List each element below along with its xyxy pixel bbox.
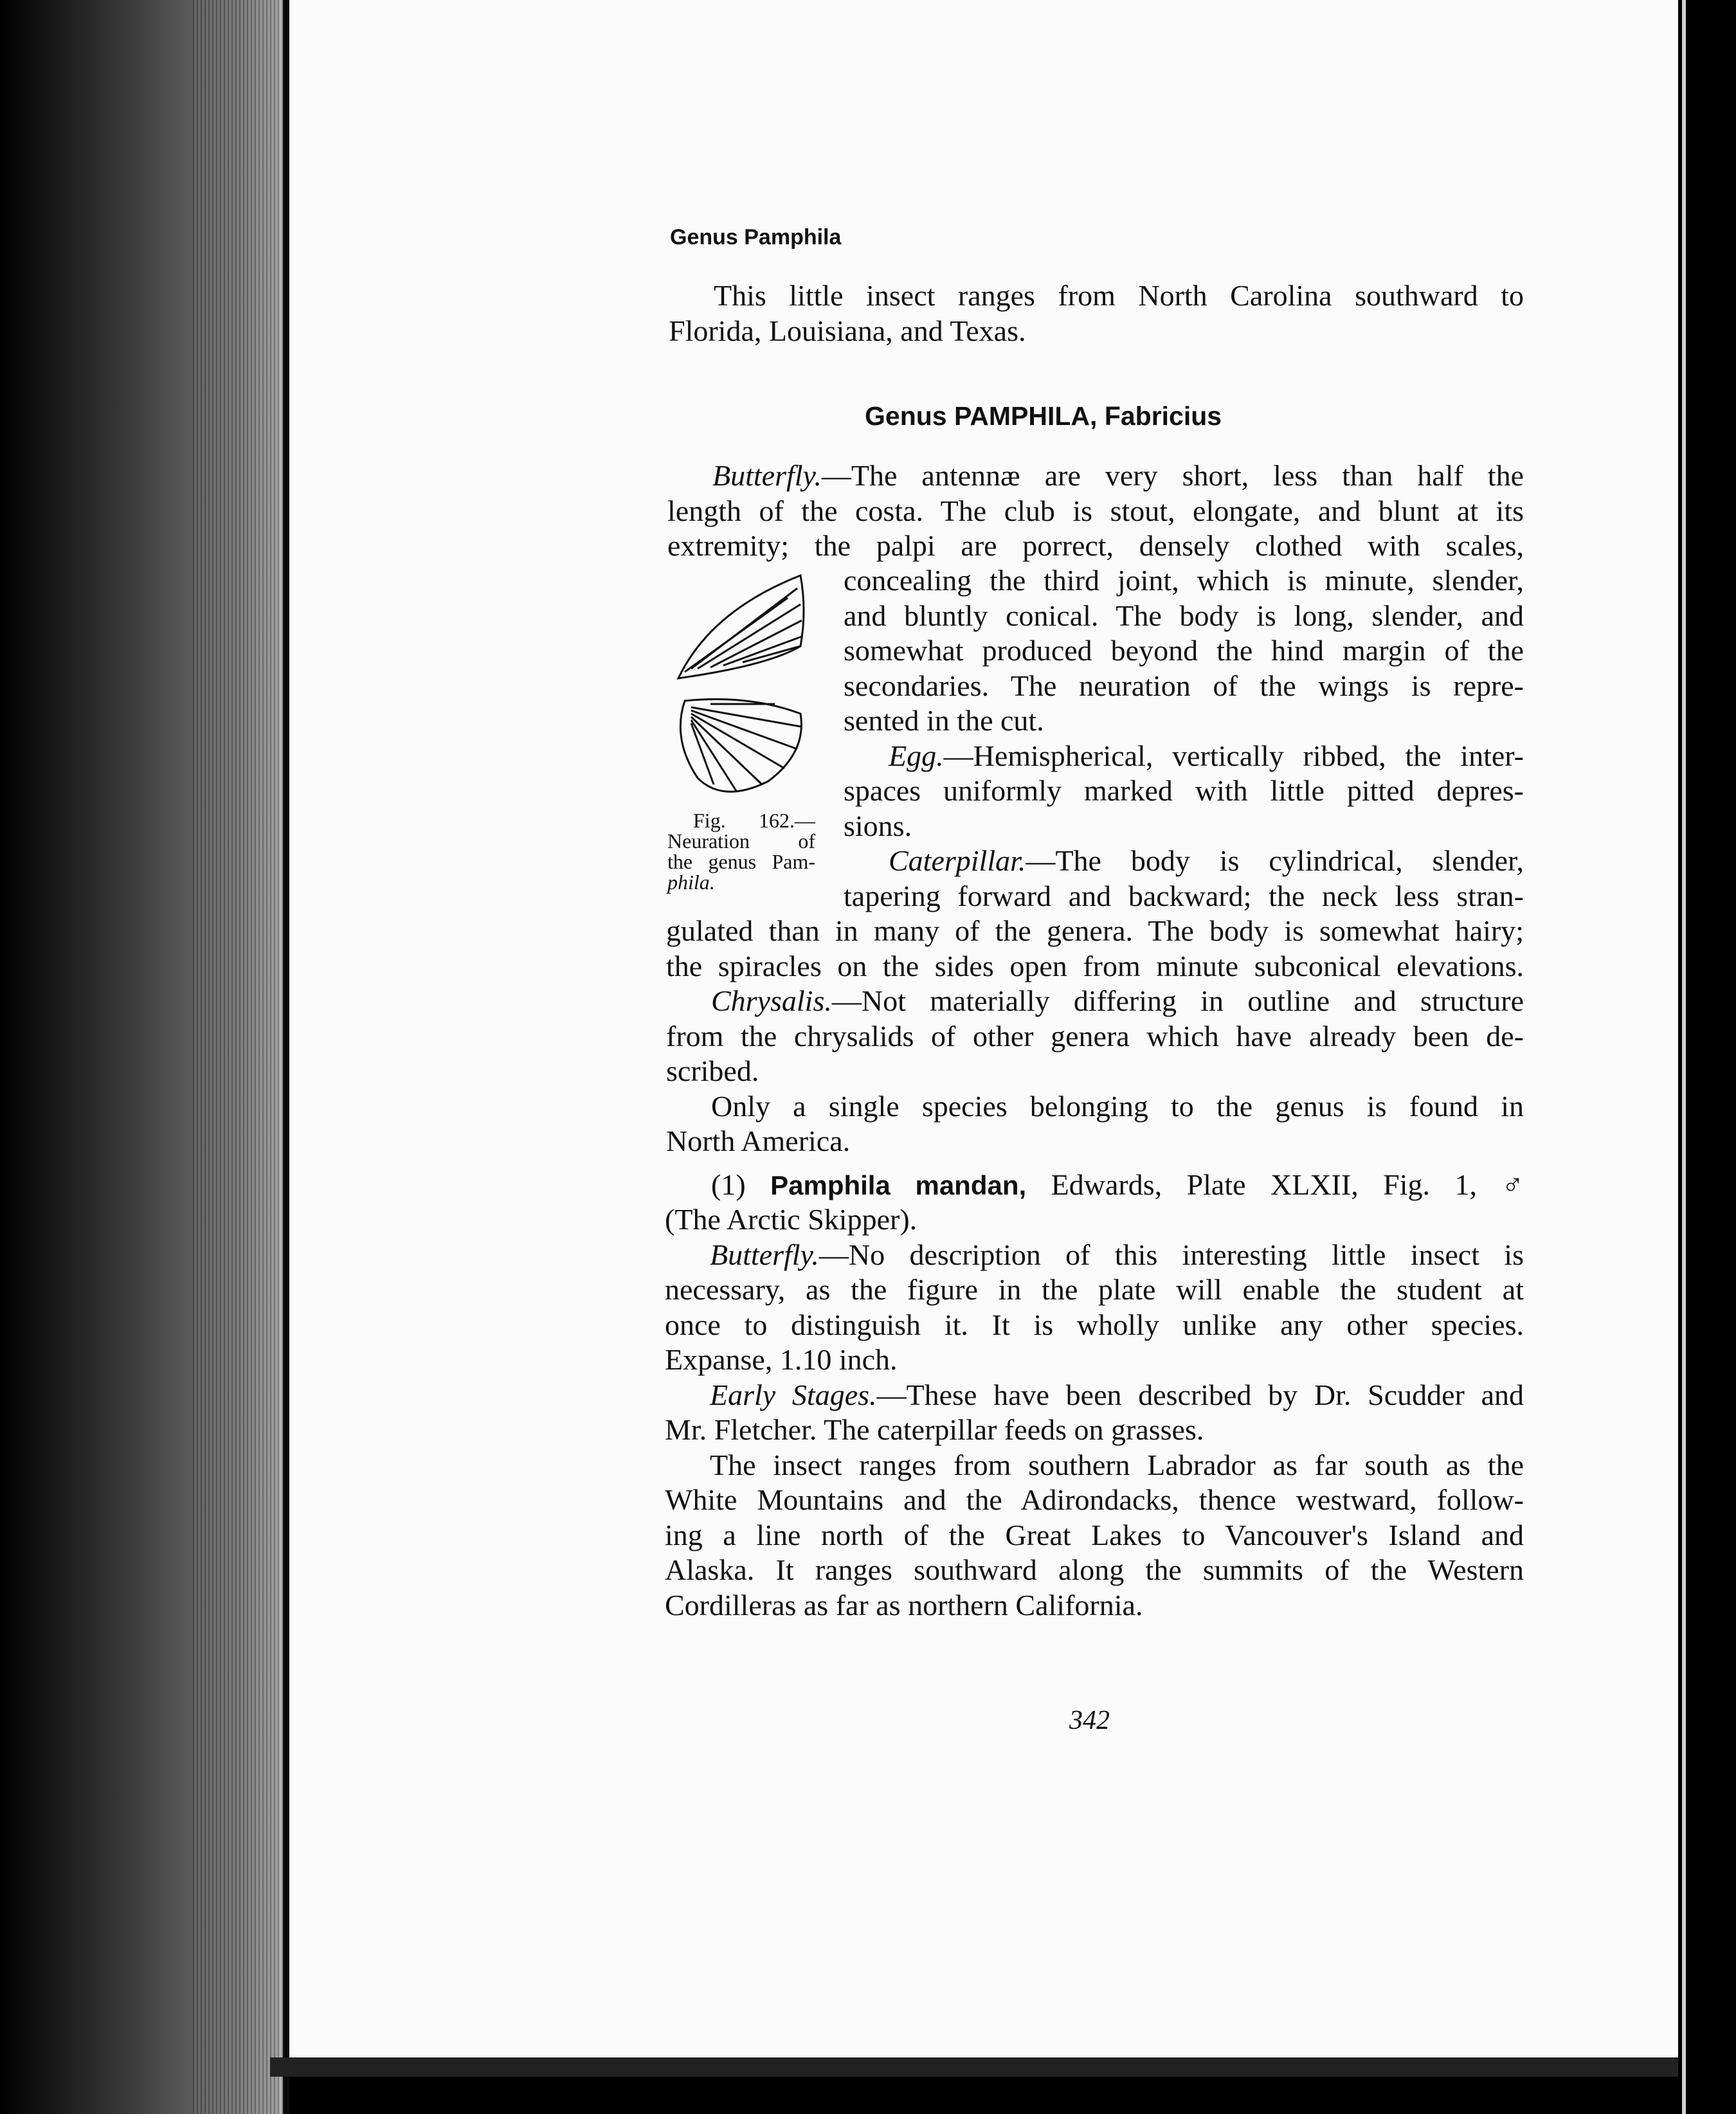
text-line [665, 1588, 1524, 1623]
section-label: Chrysalis. [711, 984, 832, 1017]
line-text: —The antennæ are very short, less than half the [821, 459, 1524, 492]
text-line [844, 773, 1524, 809]
text-line [665, 1238, 1524, 1273]
description-bottom [665, 1202, 1524, 1623]
text-line [665, 1308, 1524, 1343]
line-text: Mr. Fletcher. The caterpillar feeds on grasses. [665, 1413, 1204, 1446]
text-line [844, 633, 1524, 669]
page-bottom-edge [270, 2057, 1685, 2077]
text-line [665, 1413, 1524, 1448]
line-text: —Hemispherical, vertically ribbed, the inter- [943, 739, 1524, 772]
intro-paragraph [669, 278, 1524, 348]
line-text: Only a single species belonging to the genus is found in [711, 1089, 1524, 1123]
text-line [844, 809, 1524, 844]
line-text: sented in the cut. [844, 704, 1044, 737]
text-line [666, 984, 1524, 1019]
page-stack-edges [193, 0, 289, 2114]
butterfly-description-top [667, 458, 1524, 564]
line-text: gulated than in many of the genera. The body is somewhat hairy; [666, 914, 1524, 947]
text-line [666, 1054, 1524, 1089]
figure-caption [667, 810, 815, 892]
genus-heading: Genus PAMPHILA, Fabricius [865, 401, 1222, 431]
text-line [844, 563, 1524, 599]
caption-line: Fig. 162.— [693, 809, 815, 832]
line-text: —These have been described by Dr. Scudder and [876, 1378, 1524, 1411]
species-title-line [666, 1168, 1524, 1203]
text-line [665, 1272, 1524, 1308]
text-line [666, 914, 1524, 949]
line-text: North America. [666, 1125, 851, 1157]
line-text: the spiracles on the sides open from minute subconical elevations. [666, 949, 1524, 982]
text-line [665, 1553, 1524, 1588]
line-text: (The Arctic Skipper). [665, 1203, 918, 1236]
line-text: tapering forward and backward; the neck less stran- [844, 879, 1524, 912]
text-line [844, 669, 1524, 704]
narrow-column-text [844, 563, 1524, 914]
line-text: somewhat produced beyond the hind margin of the [844, 634, 1524, 667]
section-label: Early Stages. [710, 1378, 877, 1411]
section-label: Caterpillar. [889, 844, 1026, 877]
description-middle [666, 914, 1524, 1159]
line-text: ing a line north of the Great Lakes to Vancouver's Island and [665, 1518, 1524, 1551]
line-text: —Not materially differing in outline and structure [831, 984, 1524, 1017]
line-text: —No description of this interesting little insect is [818, 1238, 1524, 1271]
page-number: 342 [1069, 1706, 1110, 1735]
section-label: Butterfly. [712, 459, 822, 492]
text-line [666, 1089, 1524, 1125]
species-entry [666, 1168, 1524, 1203]
next-page-edge [1682, 0, 1686, 2114]
caption-line: Neuration of [667, 829, 815, 853]
text-line [667, 494, 1524, 529]
text-line [844, 844, 1524, 879]
text-line [844, 599, 1524, 634]
text-line [844, 703, 1524, 739]
line-text: sions. [844, 809, 912, 842]
section-label: Butterfly. [710, 1238, 819, 1271]
text-line [666, 1019, 1524, 1054]
species-number: (1) [711, 1168, 771, 1201]
line-text: once to distinguish it. It is wholly unlike any other species. [665, 1308, 1524, 1341]
line-text: The insect ranges from southern Labrador as far south as the [710, 1448, 1524, 1481]
text-line [844, 739, 1524, 774]
line-text: White Mountains and the Adirondacks, thence westward, follow- [665, 1483, 1524, 1516]
text-line [665, 1518, 1524, 1553]
right-margin-shadow [1678, 0, 1736, 2114]
text-line [667, 528, 1524, 564]
caption-line: the genus Pam- [667, 850, 815, 873]
text-line [666, 949, 1524, 984]
line-text: Expanse, 1.10 inch. [665, 1343, 898, 1376]
text-line [665, 1202, 1524, 1238]
intro-line: Florida, Louisiana, and Texas. [669, 314, 1026, 347]
line-text: spaces uniformly marked with little pitted depres- [844, 774, 1524, 807]
line-text: from the chrysalids of other genera which have already been de- [666, 1019, 1524, 1052]
wing-neuration-figure [672, 572, 813, 804]
running-header: Genus Pamphila [670, 225, 842, 249]
text-line [665, 1378, 1524, 1413]
line-text: —The body is cylindrical, slender, [1026, 844, 1524, 877]
text-line [667, 458, 1524, 494]
intro-line: This little insect ranges from North Carolina southward to [714, 279, 1524, 312]
species-reference: Edwards, Plate XLXII, Fig. 1, ♂ [1026, 1168, 1524, 1201]
text-line [665, 1448, 1524, 1483]
text-line [665, 1483, 1524, 1518]
line-text: and bluntly conical. The body is long, slender, and [844, 599, 1524, 632]
line-text: Cordilleras as far as northern California. [665, 1588, 1143, 1622]
caption-line: phila. [667, 871, 715, 894]
line-text: necessary, as the figure in the plate will enable the student at [665, 1273, 1524, 1306]
text-line [844, 879, 1524, 914]
text-line [665, 1342, 1524, 1378]
line-text: length of the costa. The club is stout, elongate, and blunt at its [667, 494, 1524, 527]
line-text: scribed. [666, 1054, 759, 1087]
line-text: concealing the third joint, which is minute, slender, [844, 564, 1524, 597]
line-text: secondaries. The neuration of the wings is repre- [844, 669, 1524, 702]
line-text: Alaska. It ranges southward along the summits of the Western [665, 1553, 1524, 1586]
line-text: extremity; the palpi are porrect, densely clothed with scales, [667, 529, 1524, 562]
species-name: Pamphila mandan, [770, 1170, 1027, 1200]
text-line [666, 1124, 1524, 1159]
section-label: Egg. [889, 739, 944, 772]
